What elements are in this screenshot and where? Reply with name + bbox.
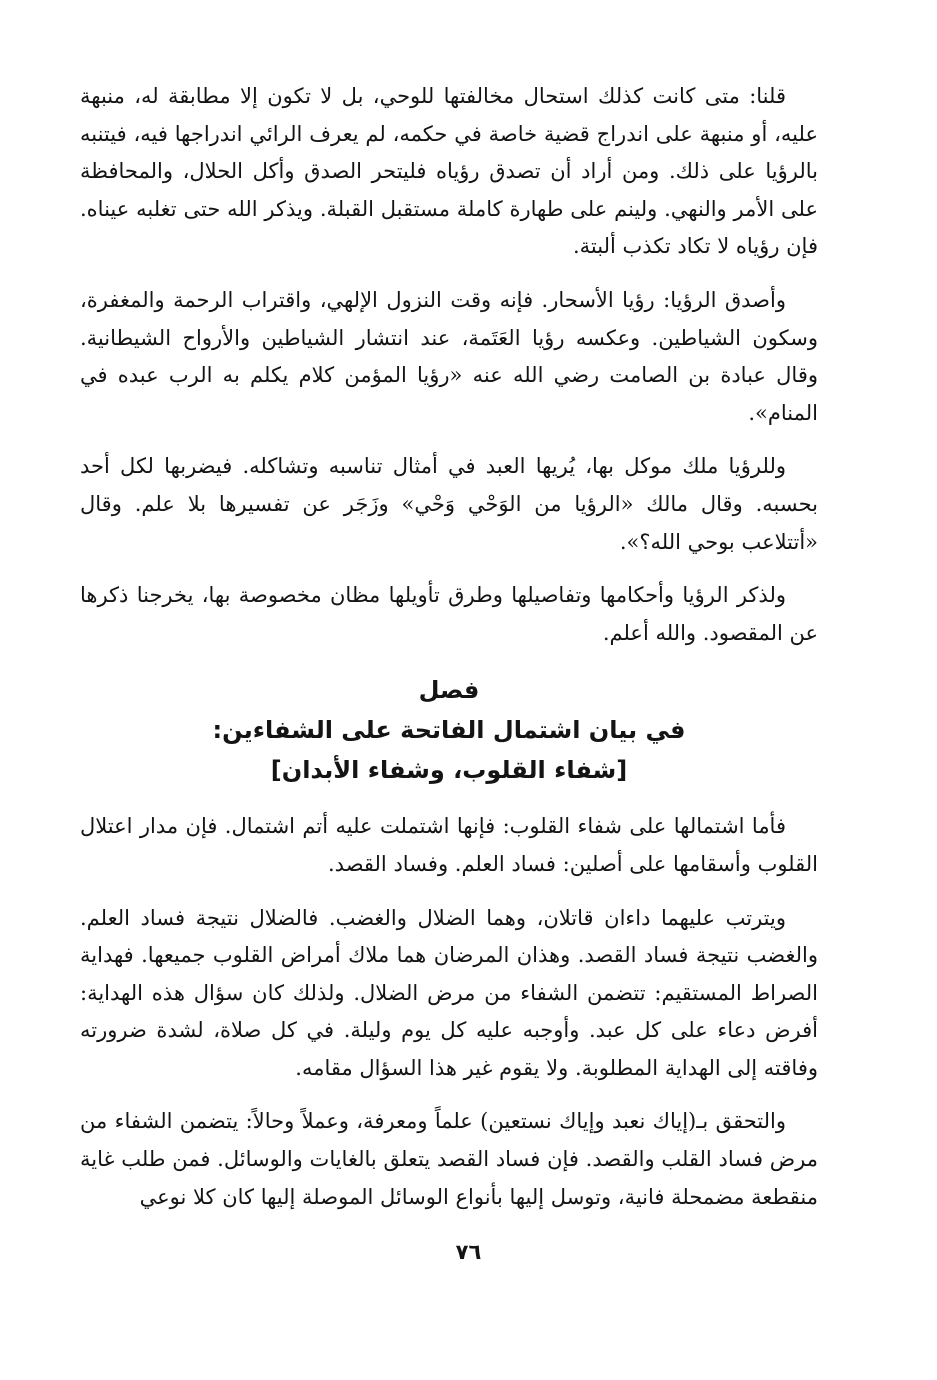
section-title: فصل [418,676,480,705]
paragraph-5: فأما اشتمالها على شفاء القلوب: فإنها اشتملت عليه أتم اشتمال. فإن مدار اعتلال القلوب وأسقامها على أصلين: فساد العلم. وفساد القصد. [80,814,818,876]
paragraph-2: وأصدق الرؤيا: رؤيا الأسحار. فإنه وقت النزول الإلهي، واقتراب الرحمة والمغفرة، وسكون الشياطين. وعكسه رؤيا العَتَمة، عند انتشار الشياطين والأرواح الشيطانية. وقال عبادة بن الصامت رضي الله عنه «رؤيا المؤمن كلام يكلم به الرب عبده في المنام». [80,287,818,425]
paragraph-3: وللرؤيا ملك موكل بها، يُريها العبد في أمثال تناسبه وتشاكله. فيضربها لكل أحد بحسبه. وقال مالك «الرؤيا من الوَحْي وَحْي» وزَجَر عن تفسيرها بلا علم. وقال «أتتلاعب بوحي الله؟». [80,454,818,554]
page-body [80,78,818,1232]
paragraph-4: ولذكر الرؤيا وأحكامها وتفاصيلها وطرق تأويلها مظان مخصوصة بها، يخرجنا ذكرها عن المقصود. والله أعلم. [80,583,818,645]
page-number: ٧٦ [455,1240,482,1264]
section-subtitle: في بيان اشتمال الفاتحة على الشفاءين: [212,716,686,745]
paragraph-7: والتحقق بـ(إياك نعبد وإياك نستعين) علماً ومعرفة، وعملاً وحالاً: يتضمن الشفاء من مرض فساد القلب والقصد. فإن فساد القصد يتعلق بالغايات والوسائل. فمن طلب غاية منقطعة مضمحلة فانية، وتوسل إليها بأنواع الوسائل الموصلة إليها كان كلا نوعي [80,1109,818,1209]
paragraph-6: ويترتب عليهما داءان قاتلان، وهما الضلال والغضب. فالضلال نتيجة فساد العلم. والغضب نتيجة فساد القصد. وهذان المرضان هما ملاك أمراض القلوب جميعها. فهداية الصراط المستقيم: تتضمن الشفاء من مرض الضلال. ولذلك كان سؤال هذه الهداية: أفرض دعاء على كل عبد. وأوجبه عليه كل يوم وليلة. في كل صلاة، لشدة ضرورته وفاقته إلى الهداية المطلوبة. ولا يقوم غير هذا السؤال مقامه. [80,905,818,1080]
section-heading [80,670,818,790]
section-subtitle-bracketed: [شفاء القلوب، وشفاء الأبدان] [270,756,628,785]
paragraph-1: قلنا: متى كانت كذلك استحال مخالفتها للوحي، بل لا تكون إلا مطابقة له، منبهة عليه، أو منبهة على اندراج قضية خاصة في حكمه، لم يعرف الرائي اندراجها فيه، فيتنبه بالرؤيا على ذلك. ومن أراد أن تصدق رؤياه فليتحر الصدق وأكل الحلال، والمحافظة على الأمر والنهي. ولينم على طهارة كاملة مستقبل القبلة. ويذكر الله حتى تغلبه عيناه. فإن رؤياه لا تكاد تكذب ألبتة. [80,84,818,259]
